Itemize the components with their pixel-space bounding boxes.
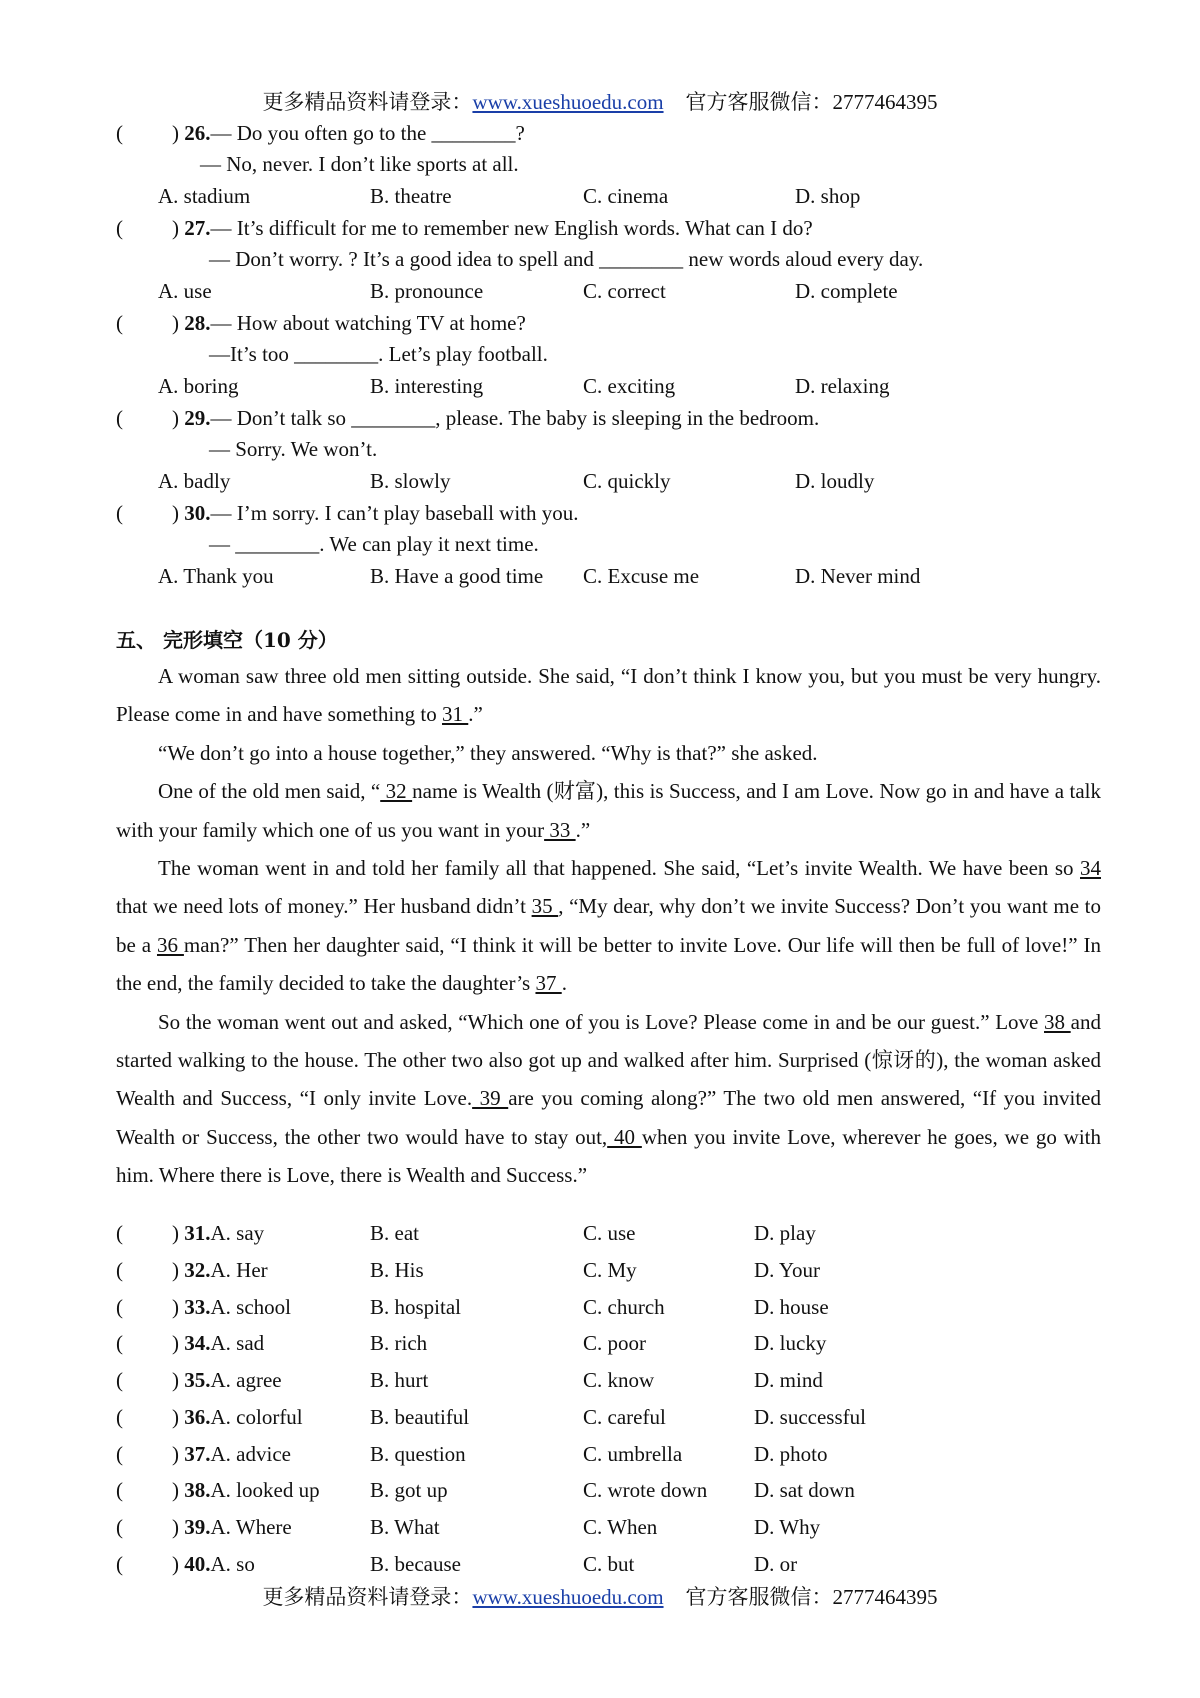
question-number: 34. bbox=[184, 1331, 211, 1355]
passage-paragraph bbox=[116, 657, 1101, 734]
option-a: A. looked up bbox=[210, 1478, 320, 1502]
option-c: C. wrote down bbox=[583, 1478, 708, 1502]
question-28: ( ) 28.— How about watching TV at home? bbox=[116, 311, 526, 335]
passage-text: “We don’t go into a house together,” they answered. “Why is that?” she asked. bbox=[158, 740, 818, 765]
option-c: C. church bbox=[583, 1295, 665, 1319]
option-b: B. hurt bbox=[370, 1368, 429, 1392]
question-reply: —It’s too ________. Let’s play football. bbox=[209, 342, 548, 366]
header-link[interactable]: www.xueshuoedu.com bbox=[472, 90, 664, 114]
question-number: 39. bbox=[184, 1515, 211, 1539]
blank-31: 31 bbox=[442, 702, 469, 727]
question-number: 33. bbox=[184, 1295, 211, 1319]
option-a: A. sad bbox=[210, 1331, 265, 1355]
option-b: B. Have a good time bbox=[370, 564, 544, 588]
cloze-question-35: ( ) 35.A. agree bbox=[116, 1368, 282, 1392]
passage-text: name is Wealth (财富), this is Success, and I am Love. Now go in and have a talk with your family which one of us you want in your bbox=[116, 779, 1102, 842]
option-b: B. theatre bbox=[370, 184, 452, 208]
option-c: C. careful bbox=[583, 1405, 666, 1429]
option-b: B. beautiful bbox=[370, 1405, 470, 1429]
question-text: — It’s difficult for me to remember new English words. What can I do? bbox=[210, 216, 813, 240]
cloze-question-31: ( ) 31.A. say bbox=[116, 1221, 265, 1245]
passage-text: So the woman went out and asked, “Which one of you is Love? Please come in and be our guest.” Love bbox=[158, 1009, 1045, 1034]
cloze-question-34: ( ) 34.A. sad bbox=[116, 1331, 265, 1355]
option-c: C. use bbox=[583, 1221, 636, 1245]
passage-text: . bbox=[561, 971, 567, 996]
cloze-question-33: ( ) 33.A. school bbox=[116, 1295, 291, 1319]
option-a: A. advice bbox=[210, 1442, 291, 1466]
question-29: ( ) 29.— Don’t talk so ________, please. The baby is sleeping in the bedroom. bbox=[116, 406, 820, 430]
option-d: D. Why bbox=[754, 1515, 821, 1539]
option-a: A. Her bbox=[210, 1258, 268, 1282]
blank-32: 32 bbox=[380, 779, 413, 804]
question-30: ( ) 30.— I’m sorry. I can’t play baseball with you. bbox=[116, 501, 579, 525]
option-c: C. correct bbox=[583, 279, 666, 303]
option-d: D. complete bbox=[795, 279, 898, 303]
option-c: C. quickly bbox=[583, 469, 671, 493]
question-text: — Do you often go to the ________? bbox=[210, 121, 525, 145]
passage-paragraph bbox=[116, 849, 1101, 1003]
option-d: D. shop bbox=[795, 184, 861, 208]
passage-text: when you invite Love, wherever he goes, we go with him. Where there is Love, there is Wealth and Success.” bbox=[116, 1124, 1102, 1188]
question-number: 30. bbox=[184, 501, 211, 525]
option-d: D. lucky bbox=[754, 1331, 827, 1355]
question-number: 38. bbox=[184, 1478, 211, 1502]
option-b: B. slowly bbox=[370, 469, 451, 493]
option-b: B. because bbox=[370, 1552, 461, 1576]
option-c: C. cinema bbox=[583, 184, 669, 208]
footer-link[interactable]: www.xueshuoedu.com bbox=[472, 1585, 664, 1609]
question-reply: — No, never. I don’t like sports at all. bbox=[200, 152, 519, 176]
header-prefix: 更多精品资料请登录： bbox=[262, 90, 473, 114]
option-d: D. play bbox=[754, 1221, 816, 1245]
passage-paragraph bbox=[116, 734, 1101, 772]
question-number: 28. bbox=[184, 311, 211, 335]
question-number: 31. bbox=[184, 1221, 211, 1245]
option-d: D. mind bbox=[754, 1368, 823, 1392]
passage-paragraph bbox=[116, 1003, 1101, 1195]
option-d: D. relaxing bbox=[795, 374, 890, 398]
header-service: 官方客服微信：2777464395 bbox=[685, 90, 938, 114]
option-a: A. stadium bbox=[158, 184, 251, 208]
option-b: B. hospital bbox=[370, 1295, 462, 1319]
page-header bbox=[0, 86, 1200, 116]
passage-text: A woman saw three old men sitting outside. She said, “I don’t think I know you, but you must be very hungry. Please come in and have something to bbox=[116, 664, 1101, 727]
option-b: B. His bbox=[370, 1258, 424, 1282]
passage-paragraph bbox=[116, 772, 1101, 849]
page-footer bbox=[0, 1581, 1200, 1611]
option-b: B. eat bbox=[370, 1221, 419, 1245]
option-b: B. rich bbox=[370, 1331, 428, 1355]
passage-text: One of the old men said, “ bbox=[158, 779, 381, 804]
option-a: A. Where bbox=[210, 1515, 292, 1539]
passage-text: and started walking to the house. The other two also got up and walked after him. Surprised (惊讶的), the woman asked Wealth and Success, “I only invite Love. bbox=[116, 1009, 1101, 1111]
blank-37: 37 bbox=[535, 971, 562, 996]
passage-text: .” bbox=[468, 702, 483, 727]
question-number: 27. bbox=[184, 216, 211, 240]
passage-text: that we need lots of money.” Her husband didn’t bbox=[116, 894, 532, 919]
cloze-question-39: ( ) 39.A. Where bbox=[116, 1515, 292, 1539]
cloze-question-32: ( ) 32.A. Her bbox=[116, 1258, 268, 1282]
footer-prefix: 更多精品资料请登录： bbox=[262, 1585, 473, 1609]
blank-33: 33 bbox=[544, 817, 576, 842]
option-d: D. photo bbox=[754, 1442, 828, 1466]
blank-35: 35 bbox=[531, 894, 559, 919]
option-a: A. say bbox=[210, 1221, 265, 1245]
option-a: A. Thank you bbox=[158, 564, 274, 588]
question-number: 35. bbox=[184, 1368, 211, 1392]
passage-text: , “My dear, why don’t we invite Success? Don’t you want me to be a bbox=[116, 894, 1102, 957]
section-title: 五、 完形填空（10 分） bbox=[116, 628, 338, 652]
question-number: 40. bbox=[184, 1552, 211, 1576]
option-d: D. sat down bbox=[754, 1478, 855, 1502]
blank-34: 34 bbox=[1080, 856, 1101, 881]
question-number: 36. bbox=[184, 1405, 211, 1429]
question-26: ( ) 26.— Do you often go to the ________? bbox=[116, 121, 525, 145]
question-text: — I’m sorry. I can’t play baseball with you. bbox=[210, 501, 579, 525]
cloze-passage bbox=[116, 657, 1101, 1195]
question-number: 29. bbox=[184, 406, 211, 430]
question-text: — Don’t talk so ________, please. The baby is sleeping in the bedroom. bbox=[210, 406, 820, 430]
option-c: C. exciting bbox=[583, 374, 676, 398]
option-d: D. house bbox=[754, 1295, 829, 1319]
option-b: B. question bbox=[370, 1442, 466, 1466]
option-a: A. use bbox=[158, 279, 212, 303]
cloze-question-38: ( ) 38.A. looked up bbox=[116, 1478, 320, 1502]
option-b: B. pronounce bbox=[370, 279, 484, 303]
passage-text: man?” Then her daughter said, “I think it will be better to invite Love. Our life will then be full of love!” In the end, the family decided to take the daughter’s bbox=[116, 932, 1101, 996]
option-a: A. colorful bbox=[210, 1405, 303, 1429]
option-d: D. loudly bbox=[795, 469, 875, 493]
passage-text: are you coming along?” The two old men answered, “If you invited Wealth or Success, the other two would have to stay out, bbox=[116, 1086, 1102, 1149]
option-c: C. know bbox=[583, 1368, 655, 1392]
question-number: 26. bbox=[184, 121, 211, 145]
question-reply: — Don’t worry. ? It’s a good idea to spell and ________ new words aloud every day. bbox=[209, 247, 924, 271]
option-a: A. so bbox=[210, 1552, 255, 1576]
cloze-question-37: ( ) 37.A. advice bbox=[116, 1442, 291, 1466]
option-a: A. boring bbox=[158, 374, 239, 398]
blank-40: 40 bbox=[607, 1124, 642, 1149]
question-number: 32. bbox=[184, 1258, 211, 1282]
option-c: C. My bbox=[583, 1258, 637, 1282]
passage-text: .” bbox=[575, 817, 591, 842]
question-reply: — ________. We can play it next time. bbox=[209, 532, 539, 556]
option-c: C. umbrella bbox=[583, 1442, 683, 1466]
blank-36: 36 bbox=[156, 932, 184, 957]
question-number: 37. bbox=[184, 1442, 211, 1466]
option-c: C. but bbox=[583, 1552, 635, 1576]
option-a: A. agree bbox=[210, 1368, 282, 1392]
option-b: B. got up bbox=[370, 1478, 448, 1502]
option-a: A. badly bbox=[158, 469, 231, 493]
question-reply: — Sorry. We won’t. bbox=[209, 437, 378, 461]
cloze-question-40: ( ) 40.A. so bbox=[116, 1552, 255, 1576]
question-27: ( ) 27.— It’s difficult for me to remember new English words. What can I do? bbox=[116, 216, 813, 240]
option-c: C. poor bbox=[583, 1331, 646, 1355]
option-a: A. school bbox=[210, 1295, 291, 1319]
option-d: D. successful bbox=[754, 1405, 866, 1429]
option-d: D. Never mind bbox=[795, 564, 921, 588]
passage-text: The woman went in and told her family all that happened. She said, “Let’s invite Wealth. We have been so bbox=[158, 856, 1080, 881]
footer-service: 官方客服微信：2777464395 bbox=[685, 1585, 938, 1609]
option-d: D. or bbox=[754, 1552, 798, 1576]
question-text: — How about watching TV at home? bbox=[210, 311, 526, 335]
blank-38: 38 bbox=[1044, 1009, 1071, 1034]
option-d: D. Your bbox=[754, 1258, 820, 1282]
blank-39: 39 bbox=[472, 1086, 509, 1111]
option-c: C. When bbox=[583, 1515, 658, 1539]
option-b: B. interesting bbox=[370, 374, 484, 398]
option-c: C. Excuse me bbox=[583, 564, 700, 588]
cloze-question-36: ( ) 36.A. colorful bbox=[116, 1405, 303, 1429]
option-b: B. What bbox=[370, 1515, 440, 1539]
